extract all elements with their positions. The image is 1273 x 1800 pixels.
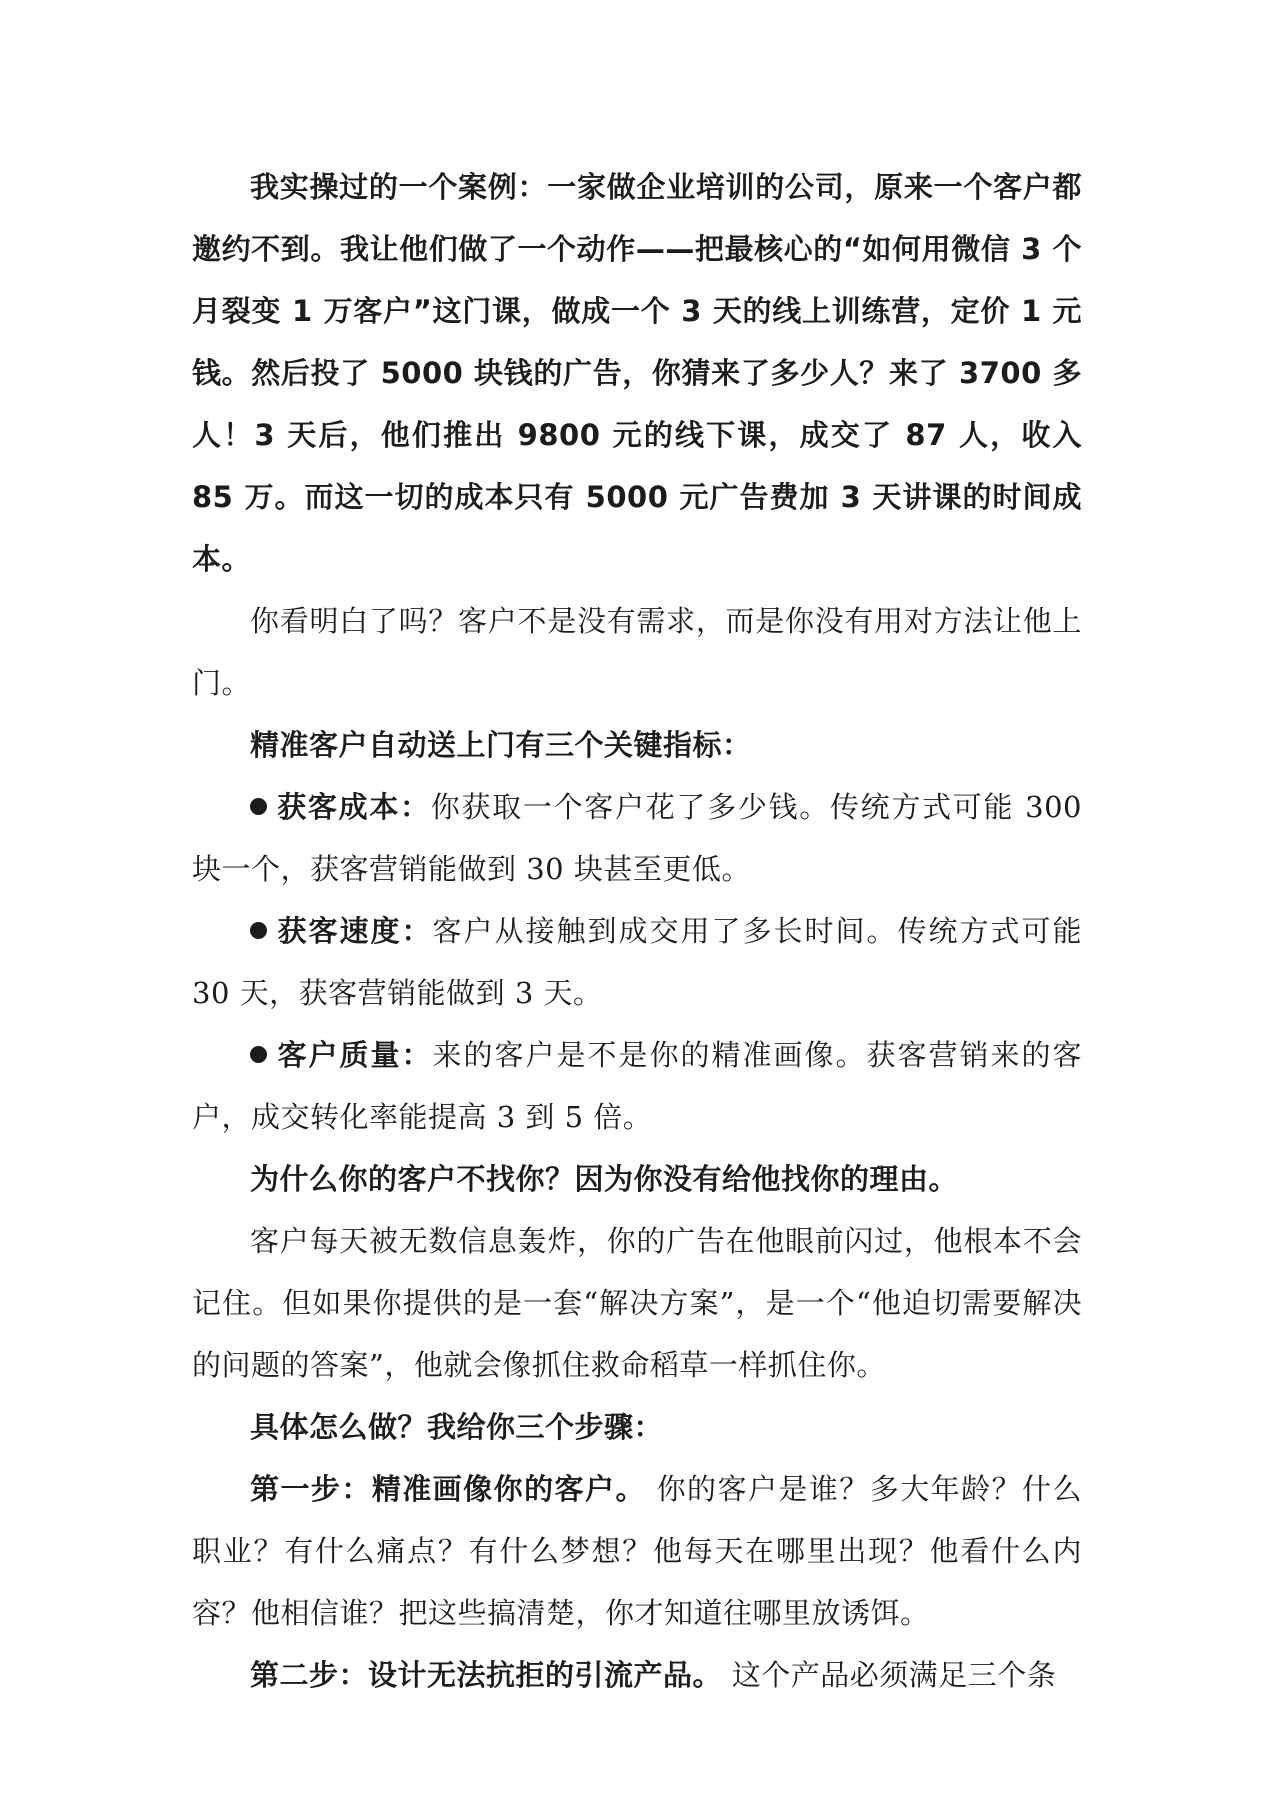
indicator-text: 来的客户是不是你的精准画像。获客营销来的客户，成交转化率能提高 3 到 5 倍。 — [192, 1038, 1082, 1134]
step-two — [192, 1644, 1082, 1706]
indicator-label: 获客成本： — [276, 790, 431, 824]
steps-heading: 具体怎么做？我给你三个步骤： — [250, 1410, 664, 1444]
indicator-label: 获客速度： — [276, 914, 433, 948]
step-text: 这个产品必须满足三个条 — [722, 1658, 1057, 1692]
indicator-label: 客户质量： — [276, 1038, 433, 1072]
indicators-heading: 精准客户自动送上门有三个关键指标： — [250, 728, 752, 762]
understand-paragraph: 你看明白了吗？客户不是没有需求，而是你没有用对方法让他上门。 — [192, 604, 1082, 700]
step-label: 第一步：精准画像你的客户。 — [250, 1472, 646, 1506]
case-paragraph: 我实操过的一个案例：一家做企业培训的公司，原来一个客户都邀约不到。我让他们做了一个动作——把最核心的“如何用微信 3 个月裂变 1 万客户”这门课，做成一个 3 天的线上训练营，定价 1 元钱。然后投了 5000 块钱的广告，你猜来了多少人？来了 3700 多人！3 天后，他们推出 9800 元的线下课，成交了 87 人，收入 85 万。而这一切的成本只有 5000 元广告费加 3 天讲课的时间成本。 — [192, 170, 1082, 576]
why-heading: 为什么你的客户不找你？因为你没有给他找你的理由。 — [250, 1162, 959, 1196]
why-paragraph: 客户每天被无数信息轰炸，你的广告在他眼前闪过，他根本不会记住。但如果你提供的是一套“解决方案”，是一个“他迫切需要解决的问题的答案”，他就会像抓住救命稻草一样抓住你。 — [192, 1224, 1082, 1382]
step-label: 第二步：设计无法抗拒的引流产品。 — [250, 1658, 723, 1692]
step-one — [192, 1458, 1082, 1644]
bullet-dot-icon — [250, 1046, 267, 1063]
indicator-text: 客户从接触到成交用了多长时间。传统方式可能 30 天，获客营销能做到 3 天。 — [192, 914, 1082, 1010]
indicator-item-quality — [192, 1024, 1082, 1148]
indicator-item-cost — [192, 776, 1082, 900]
indicator-item-speed — [192, 900, 1082, 1024]
bullet-dot-icon — [250, 922, 267, 939]
indicator-text: 你获取一个客户花了多少钱。传统方式可能 300 块一个，获客营销能做到 30 块甚至更低。 — [192, 790, 1082, 886]
bullet-dot-icon — [250, 798, 267, 815]
step-text: 你的客户是谁？多大年龄？什么职业？有什么痛点？有什么梦想？他每天在哪里出现？他看什么内容？他相信谁？把这些搞清楚，你才知道往哪里放诱饵。 — [192, 1472, 1082, 1630]
document-page — [192, 156, 1082, 1706]
